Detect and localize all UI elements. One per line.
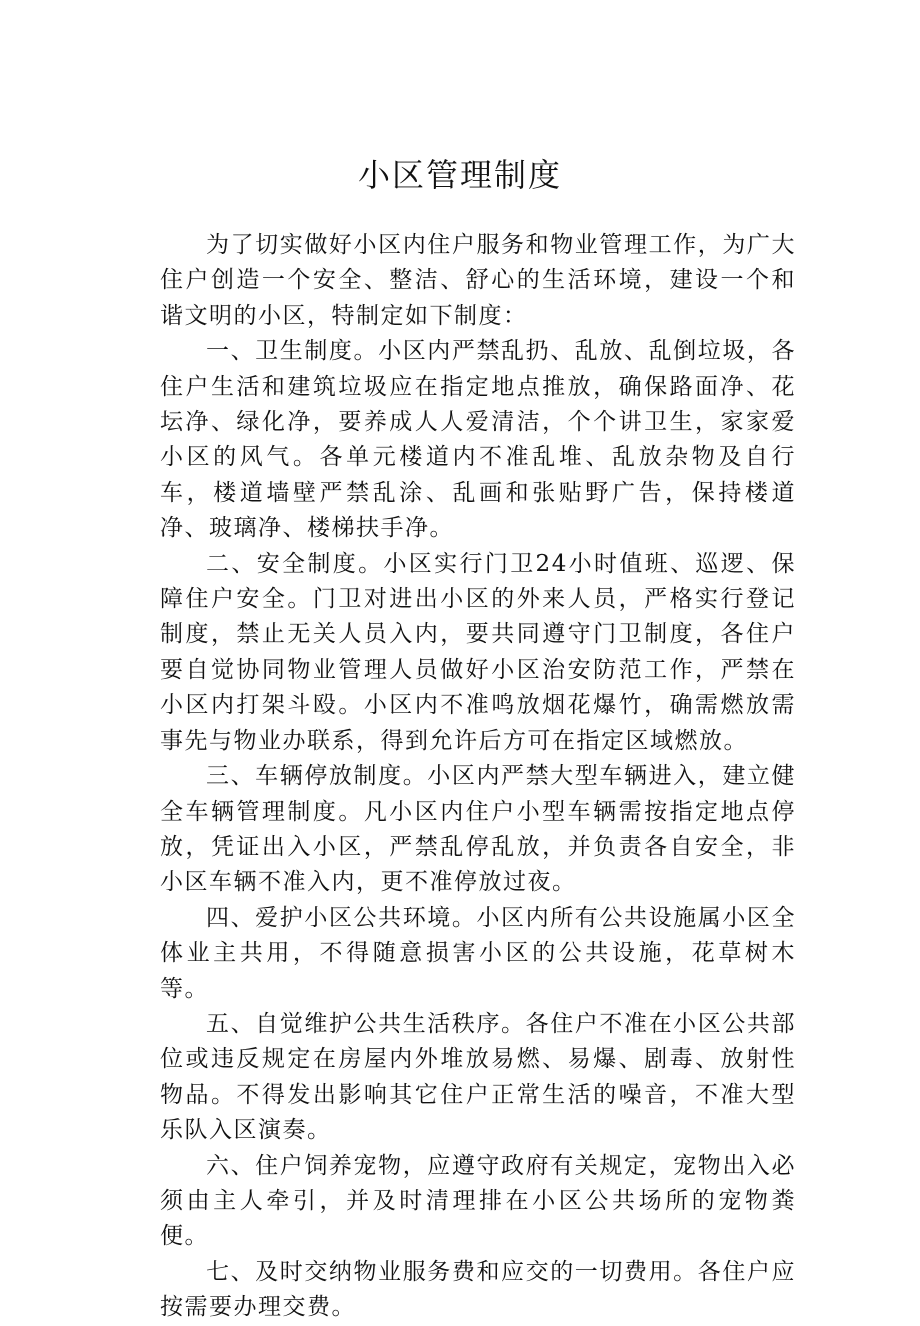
- fee-payment-rule-paragraph: 七、及时交纳物业服务费和应交的一切费用。各住户应按需要办理交费。: [160, 1258, 796, 1321]
- public-order-rule-paragraph: 五、自觉维护公共生活秩序。各住户不准在小区公共部位或违反规定在房屋内外堆放易燃、易爆、剧毒、放射性物品。不得发出影响其它住户正常生活的噪音，不准大型乐队入区演奏。: [160, 1010, 796, 1144]
- document-title: 小区管理制度: [357, 156, 562, 194]
- intro-paragraph: 为了切实做好小区内住户服务和物业管理工作，为广大住户创造一个安全、整洁、舒心的生活环境，建设一个和谐文明的小区，特制定如下制度：: [160, 232, 796, 329]
- safety-rule-paragraph: 二、安全制度。小区实行门卫24小时值班、巡逻、保障住户安全。门卫对进出小区的外来人员，严格实行登记制度，禁止无关人员入内，要共同遵守门卫制度，各住户要自觉协同物业管理人员做好小区治安防范工作，严禁在小区内打架斗殴。小区内不准鸣放烟花爆竹，确需燃放需事先与物业办联系，得到允许后方可在指定区域燃放。: [160, 550, 796, 754]
- public-environment-rule-paragraph: 四、爱护小区公共环境。小区内所有公共设施属小区全体业主共用，不得随意损害小区的公共设施，花草树木等。: [160, 904, 796, 1002]
- hygiene-rule-paragraph: 一、卫生制度。小区内严禁乱扔、乱放、乱倒垃圾，各住户生活和建筑垃圾应在指定地点推放，确保路面净、花坛净、绿化净，要养成人人爱清洁，个个讲卫生，家家爱小区的风气。各单元楼道内不准乱堆、乱放杂物及自行车，楼道墙壁严禁乱涂、乱画和张贴野广告，保持楼道净、玻璃净、楼梯扶手净。: [160, 338, 796, 542]
- pet-rule-paragraph: 六、住户饲养宠物，应遵守政府有关规定，宠物出入必须由主人牵引，并及时清理排在小区公共场所的宠物粪便。: [160, 1152, 796, 1250]
- document-body: [160, 228, 796, 1326]
- vehicle-parking-rule-paragraph: 三、车辆停放制度。小区内严禁大型车辆进入，建立健全车辆管理制度。凡小区内住户小型车辆需按指定地点停放，凭证出入小区，严禁乱停乱放，并负责各自安全，非小区车辆不准入内，更不准停放过夜。: [160, 763, 796, 896]
